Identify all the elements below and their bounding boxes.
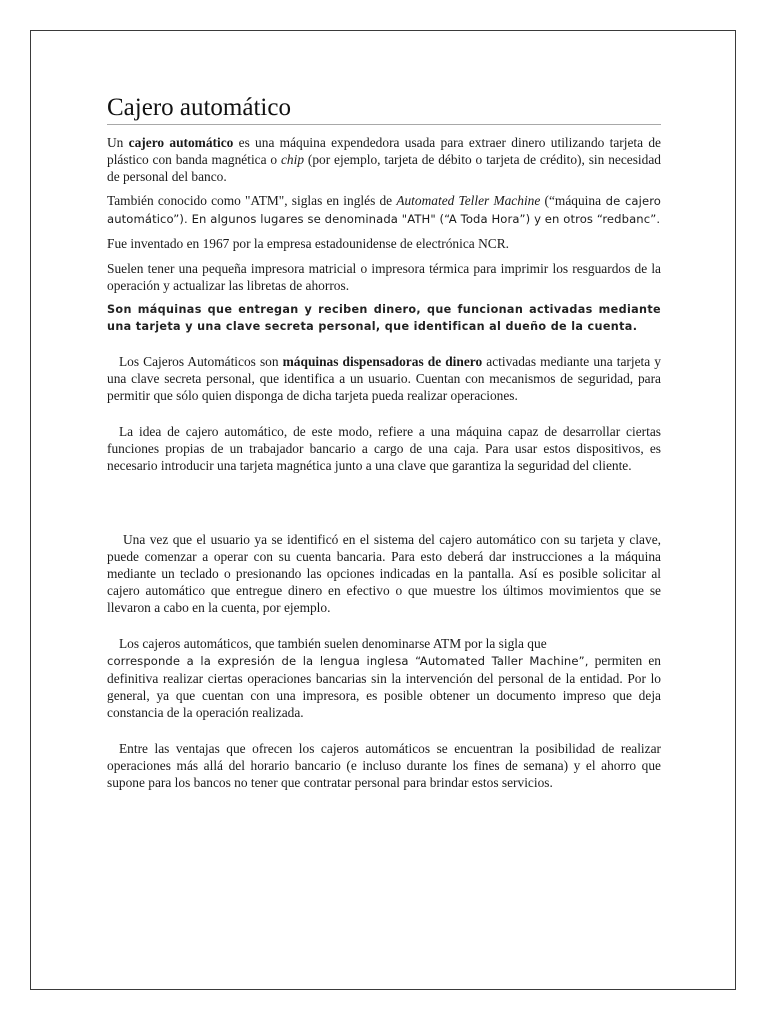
document-body <box>107 93 661 791</box>
paragraph-printer: Suelen tener una pequeña impresora matricial o impresora térmica para imprimir los resguardos de la operación y actualizar las libretas de ahorros. <box>107 261 661 293</box>
paragraph-intro <box>107 134 661 185</box>
definition-lead: Los Cajeros Automáticos son <box>119 354 283 369</box>
paragraph-ncr: Fue inventado en 1967 por la empresa estadounidense de electrónica NCR. <box>107 236 509 251</box>
paragraph-usage: Una vez que el usuario ya se identificó en el sistema del cajero automático con su tarjeta y clave, puede comenzar a operar con su cuenta bancaria. Para esto deberá dar instrucciones a la máquina mediante un teclado o presionando las opciones indicadas en la pantalla. Así es posible solicitar al cajero automático que entregue dinero en efectivo o que muestre los últimos movimientos que se llevaron a cabo en la cuenta, por ejemplo. <box>107 532 661 615</box>
paragraph-idea: La idea de cajero automático, de este modo, refiere a una máquina capaz de desarrollar ciertas funciones propias de un trabajador bancario a cargo de una caja. Para usar estos dispositivos, es necesario introducir una tarjeta magnética junto a una clave que garantiza la seguridad del cliente. <box>107 424 661 473</box>
abbreviation-sans: corresponde a la expresión de la lengua inglesa “Automated Taller Machine”, <box>107 654 589 668</box>
atm-text-a: (“máquina <box>540 193 602 208</box>
paragraph-summary: Son máquinas que entregan y reciben dinero, que funcionan activadas mediante una tarjeta y una clave secreta personal, que identifican al dueño de la cuenta. <box>107 303 661 333</box>
abbreviation-lead: Los cajeros automáticos, que también suelen denominarse ATM por la sigla que <box>119 636 547 651</box>
definition-text: activadas mediante una tarjeta y una clave secreta personal, que identifica a un usuario. Cuentan con mecanismos de seguridad, para permitir que sólo quien disponga de dicha tarjeta pueda realizar operaciones. <box>107 354 661 403</box>
atm-text-b: de cajero automático”). En algunos lugares se denominada "ATH" (“A Toda Hora”) y en otros “redbanc”. <box>107 194 661 226</box>
atm-lead: También conocido como "ATM", siglas en inglés de <box>107 193 397 208</box>
page-title: Cajero automático <box>107 93 661 125</box>
intro-text-b: (por ejemplo, tarjeta de débito o tarjeta de crédito), sin necesidad de personal del banco. <box>107 152 661 184</box>
paragraph-atm <box>107 192 661 228</box>
atm-english: Automated Teller Machine <box>396 193 541 208</box>
document-page <box>30 30 736 990</box>
intro-chip: chip <box>280 152 305 167</box>
abbreviation-text: permiten en definitiva realizar ciertas operaciones bancarias sin la intervención del personal de la entidad. Por lo general, ya que cuentan con una impresora, es posible obtener un documento impreso que deja constancia de la operación realizada. <box>107 653 661 720</box>
paragraph-abbreviation <box>107 635 661 721</box>
definition-term: máquinas dispensadoras de dinero <box>282 354 483 369</box>
intro-term: cajero automático <box>128 135 234 150</box>
paragraph-advantages: Entre las ventajas que ofrecen los cajeros automáticos se encuentran la posibilidad de realizar operaciones más allá del horario bancario (e incluso durante los fines de semana) y el ahorro que supone para los bancos no tener que contratar personal para brindar estos servicios. <box>107 741 661 790</box>
intro-lead: Un <box>107 135 129 150</box>
intro-text-a: es una máquina expendedora usada para extraer dinero utilizando tarjeta de plástico con banda magnética o <box>107 135 661 167</box>
paragraph-definition <box>107 353 661 404</box>
